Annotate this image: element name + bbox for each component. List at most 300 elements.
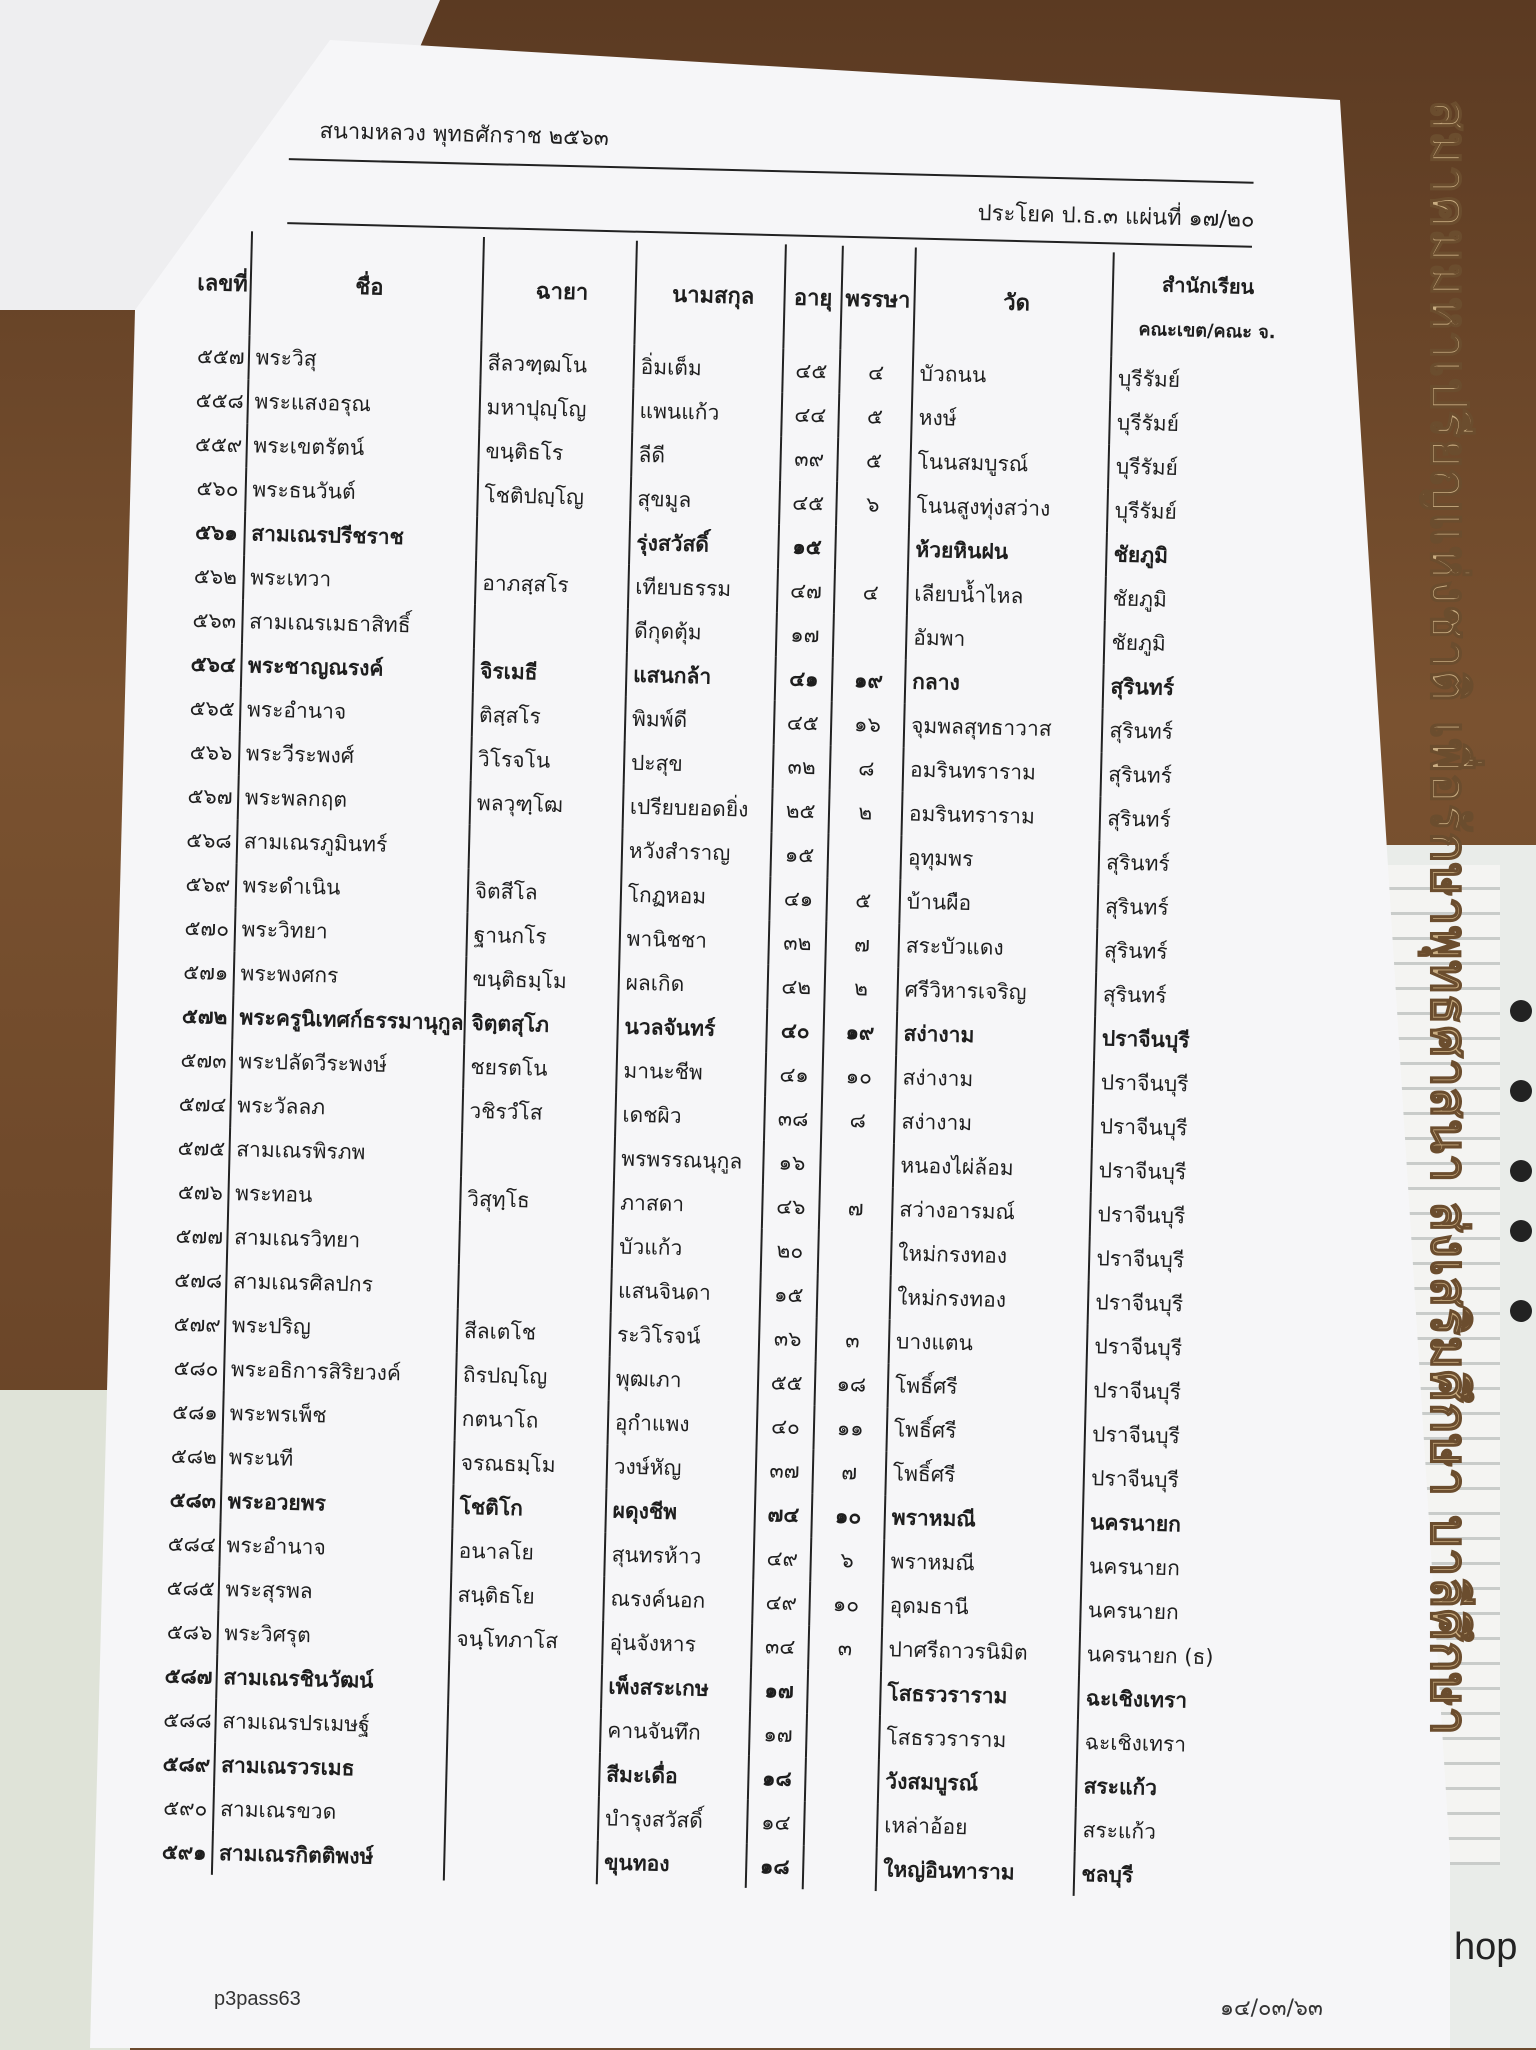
cell-pansa: ๑๑ — [813, 1405, 887, 1451]
cell-name: พระชาญณรงค์ — [241, 643, 474, 693]
cell-school: นครนายก — [1081, 1544, 1265, 1592]
cell-no: ๕๙๐ — [162, 1795, 208, 1821]
cell-school: ปราจีนบุรี — [1093, 1060, 1277, 1108]
cell-wat: โพธิ์ศรี — [887, 1363, 1086, 1412]
cell-ordination — [476, 517, 630, 565]
cell-age: ๑๗ — [750, 1668, 807, 1713]
cell-ordination — [446, 1749, 600, 1797]
cell-surname: ผดุงชีพ — [605, 1488, 756, 1536]
cell-ordination: โชติโก — [452, 1485, 606, 1533]
cell-age: ๑๕ — [771, 832, 828, 877]
cell-no: ๕๕๙ — [194, 431, 243, 457]
cell-ordination — [459, 1221, 613, 1269]
cell-age: ๔๕ — [783, 348, 840, 393]
cell-wat: อมรินทราราม — [901, 791, 1100, 840]
cell-school: สุรินทร์ — [1099, 840, 1283, 888]
cell-pansa — [802, 1845, 876, 1891]
cell-age: ๓๙ — [781, 436, 838, 481]
cell-school: สุรินทร์ — [1100, 796, 1284, 844]
cell-pansa: ๗ — [812, 1449, 886, 1495]
cell-wat: เหล่าอ้อย — [877, 1803, 1076, 1852]
cell-pansa: ๓ — [808, 1625, 882, 1671]
cell-school: สุรินทร์ — [1102, 708, 1286, 756]
cell-wat: จุมพลสุทธาวาส — [904, 703, 1103, 752]
cell-pansa: ๗ — [825, 922, 899, 968]
cell-name: สามเณรขวด — [213, 1787, 446, 1837]
cell-wat: สง่างาม — [896, 1011, 1095, 1060]
cell-no: ๕๖๕ — [189, 695, 236, 721]
cell-name: พระพลกฤต — [237, 775, 470, 825]
cell-ordination: วิโรจโน — [470, 737, 624, 785]
cell-school: ปราจีนบุรี — [1094, 1016, 1278, 1064]
cell-wat: พราหมณี — [884, 1495, 1083, 1544]
cell-age: ๔๐ — [757, 1404, 814, 1449]
binder-ring — [1510, 1080, 1532, 1102]
cell-name: พระเขตรัตน์ — [246, 423, 479, 473]
cell-name: สามเณรวิทยา — [227, 1215, 460, 1265]
cell-age: ๑๘ — [746, 1844, 803, 1889]
cell-ordination — [444, 1836, 598, 1884]
cell-age: ๕๕ — [758, 1360, 815, 1405]
cell-no: ๕๘๖ — [166, 1619, 213, 1645]
cell-no: ๕๕๗ — [196, 343, 245, 369]
cell-ordination: อาภสฺสโร — [475, 561, 629, 609]
cell-surname: มานะชีพ — [616, 1048, 767, 1096]
cell-school: สระแก้ว — [1075, 1808, 1259, 1856]
cell-name: พระพงศกร — [233, 951, 466, 1001]
cell-name: พระดำเนิน — [235, 863, 468, 913]
cell-no: ๕๗๙ — [173, 1311, 221, 1337]
cell-age: ๔๑ — [766, 1052, 823, 1097]
watermark-text: สมาคมมหาเปรียญแห่งชาติ เพื่อรักษาพุทธศาสนา ส่งเสริมศึกษา บาลีศึกษา — [1420, 100, 1478, 1737]
cell-pansa: ๕ — [826, 878, 900, 924]
cell-pansa — [832, 614, 906, 660]
binder-ring — [1510, 1220, 1532, 1242]
cell-no: ๕๘๗ — [164, 1663, 213, 1689]
cell-name: พระเทวา — [243, 555, 476, 605]
cell-wat: ใหม่กรงทอง — [890, 1275, 1089, 1324]
school-header: สำนักเรียน — [1161, 272, 1255, 299]
cell-age: ๔๙ — [753, 1580, 810, 1625]
cell-pansa — [817, 1229, 891, 1275]
cell-pansa: ๑๖ — [830, 702, 904, 748]
cell-age: ๔๖ — [762, 1184, 819, 1229]
cell-pansa — [805, 1757, 879, 1803]
cell-pansa: ๔ — [839, 350, 913, 396]
cell-ordination: สีลเตโช — [456, 1309, 610, 1357]
cell-wat: ห้วยหินฝน — [908, 527, 1107, 576]
cell-surname: พิมพ์ดี — [625, 697, 776, 745]
cell-age: ๔๔ — [782, 392, 839, 437]
cell-name: พระสุรพล — [218, 1567, 451, 1617]
cell-wat: โพธิ์ศรี — [886, 1407, 1085, 1456]
cell-school: ปราจีนบุรี — [1086, 1368, 1270, 1416]
cell-name: สามเณรวรเมธ — [214, 1743, 447, 1793]
cell-surname: วงษ์หัญ — [606, 1444, 757, 1492]
cell-school: ปราจีนบุรี — [1092, 1104, 1276, 1152]
cell-ordination: มหาปุญฺโญ — [479, 385, 633, 433]
cell-wat: บัวถนน — [912, 351, 1111, 400]
background-sign-text: hop — [1454, 1926, 1518, 1968]
cell-name: พระทอน — [228, 1171, 461, 1221]
cell-pansa — [827, 834, 901, 880]
cell-name: สามเณรศิลปกร — [226, 1259, 459, 1309]
cell-wat: โนนสมบูรณ์ — [910, 439, 1109, 488]
cell-school: สุรินทร์ — [1095, 972, 1279, 1020]
cell-pansa: ๕ — [837, 438, 911, 484]
cell-name: สามเณรกิตติพงษ์ — [212, 1831, 445, 1881]
cell-pansa: ๑๘ — [814, 1361, 888, 1407]
col-header-school — [1112, 252, 1297, 360]
cell-wat: อมรินทราราม — [903, 747, 1102, 796]
watermark — [1383, 100, 1503, 1930]
cell-no: ๕๘๙ — [162, 1751, 211, 1777]
cell-no: ๕๖๗ — [187, 783, 233, 809]
cell-pansa: ๒ — [824, 966, 898, 1012]
cell-name: สามเณรภูมินทร์ — [236, 819, 469, 869]
cell-no: ๕๗๕ — [177, 1135, 226, 1161]
cell-pansa: ๘ — [821, 1097, 895, 1143]
cell-ordination — [474, 605, 628, 653]
cell-age: ๓๘ — [764, 1096, 821, 1141]
cell-surname: แสนกล้า — [626, 653, 777, 701]
cell-no: ๕๘๓ — [169, 1487, 217, 1513]
cell-surname: โกฏหอม — [620, 873, 771, 921]
cell-wat: โสธรวราราม — [879, 1715, 1078, 1764]
cell-surname: หวังสำราญ — [621, 829, 772, 877]
cell-age: ๓๒ — [773, 744, 830, 789]
cell-ordination: วิสุทฺโธ — [460, 1177, 614, 1225]
cell-no: ๕๘๑ — [172, 1399, 219, 1425]
cell-school: บุรีรัมย์ — [1107, 488, 1291, 536]
cell-age: ๑๘ — [748, 1756, 805, 1801]
cell-pansa — [806, 1713, 880, 1759]
cell-age: ๓๔ — [752, 1624, 809, 1669]
cell-wat: โสธรวราราม — [880, 1671, 1079, 1720]
cell-pansa: ๑๐ — [809, 1581, 883, 1627]
cell-surname: อุ่นจังหาร — [602, 1620, 753, 1668]
cell-name: พระอำนาจ — [239, 687, 472, 737]
cell-pansa: ๑๐ — [811, 1493, 885, 1539]
cell-ordination: จิรเมธี — [473, 649, 627, 697]
cell-wat: โพธิ์ศรี — [885, 1451, 1084, 1500]
cell-ordination: ขนฺติธโร — [478, 429, 632, 477]
cell-surname: แสนจินดา — [611, 1268, 762, 1316]
cell-no: ๕๘๐ — [173, 1355, 219, 1381]
cell-name: พระอำนาจ — [219, 1523, 452, 1573]
footer-code: p3pass63 — [214, 1988, 301, 2010]
cell-wat: ใหญ่อินทาราม — [876, 1847, 1075, 1896]
cell-surname: เดชผิว — [615, 1092, 766, 1140]
cell-no: ๕๗๖ — [177, 1179, 224, 1205]
cell-name: สามเณรเมธาสิทธิ์ — [242, 599, 475, 649]
cell-age: ๔๑ — [770, 876, 827, 921]
cell-age: ๑๕ — [778, 524, 835, 569]
cell-pansa: ๓ — [815, 1317, 889, 1363]
cell-ordination: อนาลโย — [451, 1529, 605, 1577]
cell-ordination: กตนาโถ — [454, 1397, 608, 1445]
binder-ring — [1510, 1000, 1532, 1022]
cell-age: ๔๑ — [775, 656, 832, 701]
binder-ring — [1510, 1160, 1532, 1182]
cell-name: สามเณรพิรภพ — [229, 1127, 462, 1177]
cell-school: ฉะเชิงเทรา — [1078, 1676, 1262, 1724]
sheet-info: ประโยค ป.ธ.๓ แผ่นที่ ๑๗/๒๐ — [977, 201, 1255, 233]
cell-wat: สระบัวแดง — [898, 923, 1097, 972]
cell-age: ๑๖ — [763, 1140, 820, 1185]
cell-name: พระอวยพร — [220, 1479, 453, 1529]
cell-no: ๕๗๗ — [175, 1223, 224, 1249]
cell-name: พระวัลลภ — [230, 1083, 463, 1133]
school-subheader: คณะเขต/คณะ จ. — [1138, 318, 1276, 343]
cell-no: ๕๕๘ — [195, 387, 245, 413]
cell-pansa: ๑๙ — [831, 658, 905, 704]
cell-no: ๕๘๕ — [166, 1575, 215, 1601]
cell-name: พระธนวันต์ — [245, 467, 478, 517]
cell-pansa: ๑๙ — [823, 1010, 897, 1056]
cell-school: นครนายก — [1080, 1588, 1264, 1636]
cell-ordination: โชติปญฺโญ — [477, 473, 631, 521]
cell-wat: กลาง — [905, 659, 1104, 708]
cell-ordination: ชยรตโน — [463, 1045, 617, 1093]
cell-age: ๑๗ — [749, 1712, 806, 1757]
cell-no: ๕๗๓ — [180, 1047, 227, 1073]
cell-surname: ขุนทอง — [597, 1840, 748, 1888]
cell-ordination: จิตสีโล — [467, 869, 621, 917]
cell-wat: บ้านผือ — [899, 879, 1098, 928]
cell-ordination — [458, 1265, 612, 1313]
cell-school: บุรีรัมย์ — [1110, 356, 1294, 404]
header-rule — [289, 158, 1254, 184]
cell-wat: อัมพา — [906, 615, 1105, 664]
cell-wat: พราหมณี — [883, 1539, 1082, 1588]
cell-ordination: สนฺติธโย — [450, 1573, 604, 1621]
cell-name: พระวีระพงศ์ — [238, 731, 471, 781]
cell-age: ๓๒ — [769, 920, 826, 965]
cell-no: ๕๗๑ — [182, 959, 229, 985]
cell-pansa: ๗ — [819, 1185, 893, 1231]
cell-surname: บำรุงสวัสดิ์ — [598, 1796, 749, 1844]
col-header-age: อายุ — [784, 244, 843, 349]
col-header-name: ชื่อ — [249, 231, 484, 341]
cell-ordination: จนฺโทภาโส — [449, 1617, 603, 1665]
cell-wat: หนองไผ่ล้อม — [893, 1143, 1092, 1192]
cell-name: พระแสงอรุณ — [247, 379, 480, 429]
cell-ordination: วชิรวํโส — [462, 1089, 616, 1137]
cell-school: ชัยภูมิ — [1104, 620, 1288, 668]
cell-ordination — [448, 1661, 602, 1709]
cell-surname: เพ็งสระเกษ — [601, 1664, 752, 1712]
cell-wat: สว่างอารมณ์ — [892, 1187, 1091, 1236]
col-header-surname: นามสกุล — [634, 241, 786, 349]
cell-ordination: ฐานกโร — [466, 913, 620, 961]
cell-ordination: พลวุฑฺโฒ — [469, 781, 623, 829]
cell-pansa — [816, 1273, 890, 1319]
cell-name: พระวิทยา — [234, 907, 467, 957]
col-header-ordination: ฉายา — [481, 237, 637, 345]
cell-no: ๕๖๐ — [196, 475, 239, 501]
cell-ordination: สีลวฑฺฒโน — [480, 341, 634, 389]
cell-age: ๑๗ — [776, 612, 833, 657]
cell-no: ๕๖๙ — [185, 871, 231, 897]
cell-age: ๔๗ — [777, 568, 834, 613]
cell-age: ๔๕ — [774, 700, 831, 745]
cell-school: นครนายก (ธ) — [1079, 1632, 1263, 1680]
cell-no: ๕๖๑ — [194, 519, 239, 545]
cell-age: ๔๒ — [768, 964, 825, 1009]
cell-school: ปราจีนบุรี — [1084, 1456, 1268, 1504]
cell-surname: อุกำแพง — [607, 1400, 758, 1448]
cell-no: ๕๘๘ — [163, 1707, 212, 1733]
cell-no: ๕๗๘ — [174, 1267, 223, 1293]
footer-date: ๑๔/๐๓/๖๓ — [1220, 1996, 1323, 2021]
cell-no: ๕๘๔ — [167, 1531, 217, 1557]
cell-school: บุรีรัมย์ — [1108, 444, 1292, 492]
cell-age: ๔๐ — [767, 1008, 824, 1053]
cell-wat: ใหม่กรงทอง — [891, 1231, 1090, 1280]
cell-age: ๔๕ — [780, 480, 837, 525]
cell-ordination: จิตฺตสุโภ — [464, 1001, 618, 1049]
cell-pansa — [820, 1141, 894, 1187]
cell-wat: ปาศรีถาวรนิมิต — [881, 1627, 1080, 1676]
cell-school: สระแก้ว — [1076, 1764, 1260, 1812]
cell-name: พระปลัดวีระพงษ์ — [231, 1039, 464, 1089]
col-header-no: เลขที่ — [197, 270, 249, 297]
cell-no: ๕๗๔ — [178, 1091, 227, 1117]
cell-name: สามเณรปรีชราช — [244, 511, 477, 561]
cell-pansa — [835, 526, 909, 572]
cell-school: ปราจีนบุรี — [1091, 1148, 1275, 1196]
cell-school: ฉะเชิงเทรา — [1077, 1720, 1261, 1768]
cell-school: ปราจีนบุรี — [1090, 1192, 1274, 1240]
cell-pansa: ๖ — [836, 482, 910, 528]
cell-surname: คานจันทึก — [600, 1708, 751, 1756]
cell-name: พระอธิการสิริยวงค์ — [223, 1347, 456, 1397]
cell-wat: ศรีวิหารเจริญ — [897, 967, 1096, 1016]
cell-ordination — [447, 1705, 601, 1753]
cell-surname: ณรงค์นอก — [603, 1576, 754, 1624]
cell-no: ๕๘๒ — [170, 1443, 218, 1469]
cell-wat: สง่างาม — [895, 1055, 1094, 1104]
cell-name: สามเณรชินวัฒน์ — [216, 1655, 449, 1705]
cell-surname: ปะสุข — [623, 741, 774, 789]
cell-no: ๕๗๐ — [184, 915, 230, 941]
cell-school: สุรินทร์ — [1101, 752, 1285, 800]
cell-surname: ลีดี — [631, 433, 782, 481]
cell-wat: เลียบน้ำไหล — [907, 571, 1106, 620]
cell-ordination — [468, 825, 622, 873]
cell-no: ๕๖๘ — [185, 827, 232, 853]
sheet-content — [154, 110, 1300, 2036]
cell-surname: แพนแก้ว — [632, 389, 783, 437]
cell-name: พระครูนิเทศก์ธรรมานุกูล — [232, 995, 465, 1045]
cell-wat: โนนสูงทุ่งสว่าง — [909, 483, 1108, 532]
cell-age: ๔๙ — [754, 1536, 811, 1581]
binder-ring — [1510, 1300, 1532, 1322]
cell-ordination: ถิรปญฺโญ — [455, 1353, 609, 1401]
col-header-wat: วัด — [913, 248, 1114, 357]
cell-no: ๕๙๑ — [161, 1839, 207, 1865]
cell-surname: สุขมูล — [630, 477, 781, 525]
cell-surname: สีมะเดื่อ — [599, 1752, 750, 1800]
cell-no: ๕๖๖ — [189, 739, 233, 765]
cell-school: นครนายก — [1083, 1500, 1267, 1548]
cell-surname: เปรียบยอดยิ่ง — [622, 785, 773, 833]
cell-name: พระวิศรุต — [217, 1611, 450, 1661]
cell-pansa: ๖ — [810, 1537, 884, 1583]
cell-surname: ดีกุดตุ้ม — [627, 609, 778, 657]
cell-name: พระนที — [221, 1435, 454, 1485]
cell-age: ๒๕ — [772, 788, 829, 833]
cell-school: สุรินทร์ — [1103, 664, 1287, 712]
cell-age: ๑๕ — [760, 1272, 817, 1317]
cell-no: ๕๖๔ — [190, 651, 237, 677]
cell-pansa: ๔ — [834, 570, 908, 616]
results-table — [157, 230, 1297, 1900]
cell-surname: รุ่งสวัสดิ์ — [629, 521, 780, 569]
cell-wat: วังสมบูรณ์ — [878, 1759, 1077, 1808]
cell-name: สามเณรปรเมษฐ์ — [215, 1699, 448, 1749]
cell-no: ๕๖๓ — [192, 607, 237, 633]
cell-school: ชัยภูมิ — [1105, 576, 1289, 624]
cell-wat: บางแตน — [889, 1319, 1088, 1368]
cell-surname: สุนทรห้าว — [604, 1532, 755, 1580]
cell-wat: สง่างาม — [894, 1099, 1093, 1148]
cell-surname: ภาสดา — [613, 1180, 764, 1228]
cell-school: บุรีรัมย์ — [1109, 400, 1293, 448]
cell-surname: อิ่มเต็ม — [633, 345, 784, 393]
cell-pansa: ๕ — [838, 394, 912, 440]
cell-school: ปราจีนบุรี — [1088, 1280, 1272, 1328]
cell-ordination — [461, 1133, 615, 1181]
cell-ordination: จรณธมฺโม — [453, 1441, 607, 1489]
cell-no: ๕๗๒ — [181, 1003, 228, 1029]
cell-name: พระปริญ — [224, 1303, 457, 1353]
cell-pansa: ๒ — [828, 790, 902, 836]
cell-ordination — [445, 1793, 599, 1841]
cell-age: ๗๔ — [755, 1492, 812, 1537]
col-header-pansa: พรรษา — [840, 246, 916, 352]
cell-surname: ผลเกิด — [618, 960, 769, 1008]
cell-age: ๒๐ — [761, 1228, 818, 1273]
cell-surname: บัวแก้ว — [612, 1224, 763, 1272]
cell-pansa: ๑๐ — [822, 1053, 896, 1099]
cell-school: ปราจีนบุรี — [1087, 1324, 1271, 1372]
cell-no: ๕๖๒ — [193, 563, 238, 589]
cell-school: ปราจีนบุรี — [1089, 1236, 1273, 1284]
cell-age: ๑๔ — [747, 1800, 804, 1845]
cell-surname: นวลจันทร์ — [617, 1004, 768, 1052]
cell-surname: พานิชชา — [619, 917, 770, 965]
cell-surname: พุฒเภา — [608, 1356, 759, 1404]
cell-surname: เทียบธรรม — [628, 565, 779, 613]
cell-ordination: ขนฺติธมฺโม — [465, 957, 619, 1005]
cell-school: ชัยภูมิ — [1106, 532, 1290, 580]
cell-school: สุรินทร์ — [1097, 928, 1281, 976]
cell-name: พระวิสุ — [248, 335, 481, 385]
cell-school: สุรินทร์ — [1098, 884, 1282, 932]
cell-ordination: ติสฺสโร — [472, 693, 626, 741]
cell-pansa: ๘ — [829, 746, 903, 792]
cell-wat: อุดมธานี — [882, 1583, 1081, 1632]
cell-age: ๓๗ — [756, 1448, 813, 1493]
cell-school: ปราจีนบุรี — [1085, 1412, 1269, 1460]
cell-age: ๓๖ — [759, 1316, 816, 1361]
cell-wat: หงษ์ — [911, 395, 1110, 444]
cell-name: พระพรเพ็ช — [222, 1391, 455, 1441]
cell-school: ชลบุรี — [1074, 1852, 1258, 1900]
cell-surname: ระวิโรจน์ — [609, 1312, 760, 1360]
